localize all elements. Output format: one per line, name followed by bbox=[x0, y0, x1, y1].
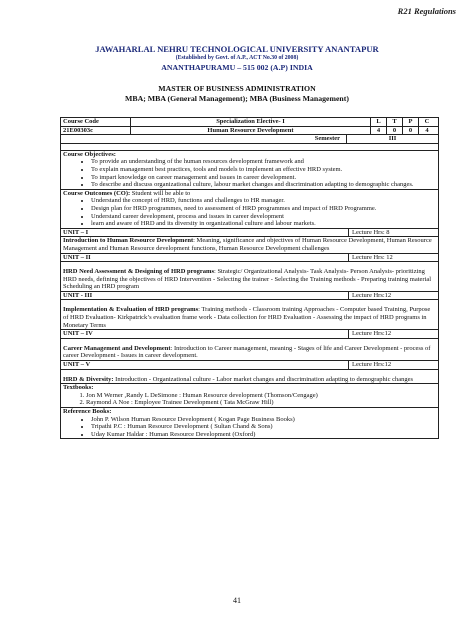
syllabus-table bbox=[60, 117, 439, 439]
outcome-item: • Understand the concept of HRD, functions and challenges to HR manager. bbox=[91, 197, 438, 205]
textbook-item: 2. Raymond A Noe : Employee Trainee Development ( Tata McGraw Hill) bbox=[86, 399, 438, 407]
unit-header-4 bbox=[61, 330, 438, 339]
references-heading: Reference Books: bbox=[63, 408, 112, 415]
ltpc-t-value: 0 bbox=[387, 127, 403, 135]
university-name: JAWAHARLAL NEHRU TECHNOLOGICAL UNIVERSITY ANANTAPUR bbox=[95, 44, 379, 54]
objectives-heading: Course Objectives: bbox=[63, 150, 116, 158]
ltpc-c-value: 4 bbox=[425, 126, 429, 134]
unit-title: Introduction to Human Resource Development bbox=[63, 237, 194, 245]
unit-header-1 bbox=[61, 229, 438, 238]
unit-hours: Lecture Hrs:12 bbox=[348, 361, 438, 369]
unit-body: : Training methods - Classroom training Approaches - Computer based Training, Purpose of HRD Evaluation- Kirkpatrick’s evaluation frame work - Data collection for HRD Evaluation - Assessing the impact of HRD programs in Monetary Terms bbox=[63, 306, 431, 329]
unit-label: UNIT – V bbox=[63, 361, 91, 369]
semester-row bbox=[61, 135, 438, 144]
unit-label: UNIT – II bbox=[63, 253, 91, 261]
unit-body: : Introduction to Career management, meaning - Stages of life and Career Development - process of career Development - Issues in career development. bbox=[63, 344, 431, 360]
course-code: 21E00303c bbox=[61, 127, 131, 135]
objective-item: • To explain management best practices, tools and models to implement an effective HRD system. bbox=[91, 166, 438, 174]
textbooks-section bbox=[61, 384, 438, 408]
objective-item: • To provide an understanding of the human resources development framework and bbox=[91, 158, 438, 166]
unit-header-3 bbox=[61, 292, 438, 301]
unit-body: : Strategic/ Organizational Analysis- Task Analysis- Person Analysis- prioritizing HRD needs, defining the objectives of HRD Intervention - Selecting the trainer - Selecting the Training methods - Preparing training material Scheduling an HRD program bbox=[63, 268, 432, 291]
outcome-item: • learn and aware of HRD and its diversity in organizational culture and labour markets. bbox=[91, 220, 438, 228]
course-title: Human Resource Development bbox=[131, 127, 371, 135]
outcomes-heading: Course Outcomes (CO): bbox=[63, 189, 131, 197]
semester-value: III bbox=[346, 135, 438, 143]
unit-title: Career Management and Development bbox=[63, 344, 171, 352]
reference-item: • Tripathi P.C : Human Resource Development ( Sultan Chand & Sons) bbox=[91, 423, 438, 431]
unit-title: HRD Need Assessment & Designing of HRD programs bbox=[63, 268, 215, 276]
unit-label: UNIT - III bbox=[63, 291, 93, 299]
reference-item: • John P. Wilson Human Resource Development ( Kogan Page Business Books) bbox=[91, 416, 438, 424]
objectives-section bbox=[61, 151, 438, 190]
course-elective: Specialization Elective- I bbox=[131, 118, 371, 126]
unit-content-5 bbox=[61, 370, 438, 385]
unit-hours: Lecture Hrs: 8 bbox=[348, 229, 438, 237]
spacer-row bbox=[61, 144, 438, 151]
ltpc-c-header: C bbox=[424, 118, 430, 125]
outcome-item: • Understand career development, process and issues in career development bbox=[91, 213, 438, 221]
unit-hours: Lecture Hrs: 12 bbox=[348, 254, 438, 262]
ltpc-t-header: T bbox=[387, 118, 403, 126]
references-section bbox=[61, 408, 438, 438]
ltpc-p-header: P bbox=[403, 118, 419, 126]
unit-content-3 bbox=[61, 300, 438, 330]
unit-title: Implementation & Evaluation of HRD programs bbox=[63, 306, 199, 314]
unit-label: UNIT – I bbox=[63, 228, 89, 236]
course-code-label: Course Code bbox=[61, 118, 131, 126]
objective-item: • To describe and discuss organizational culture, labour market changes and discrimination adapting to demographic changes. bbox=[91, 181, 438, 189]
unit-header-5 bbox=[61, 361, 438, 370]
program-subtitle: MBA; MBA (General Management); MBA (Business Management) bbox=[125, 94, 349, 103]
objective-item: • To impart knowledge on career management and issues in career development. bbox=[91, 174, 438, 182]
course-header-row bbox=[61, 118, 438, 127]
unit-title: HRD & Diversity: bbox=[63, 375, 114, 383]
outcomes-lead: Student will be able to bbox=[130, 189, 191, 197]
unit-header-2 bbox=[61, 254, 438, 263]
page-number: 41 bbox=[233, 596, 241, 605]
establishment-note: (Established by Govt. of A.P., ACT No.30 of 2008) bbox=[175, 55, 299, 61]
semester-label: Semester bbox=[314, 135, 340, 143]
outcomes-section bbox=[61, 190, 438, 229]
ltpc-l-header: L bbox=[371, 118, 387, 126]
unit-body: : Meaning, significance and objectives of Human Resource Development, Human Resource Management and Human Resource development functions, Human Resource Development challenges bbox=[63, 237, 432, 252]
outcome-item: • Design plan for HRD programmes, need to assessment of HRD programmes and impact of HRD Programme. bbox=[91, 205, 438, 213]
unit-hours: Lecture Hrs:12 bbox=[348, 330, 438, 338]
unit-content-4 bbox=[61, 339, 438, 361]
ltpc-p-value: 0 bbox=[403, 127, 419, 135]
regulation-label: R21 Regulations bbox=[397, 6, 456, 16]
unit-hours: Lecture Hrs:12 bbox=[348, 292, 438, 300]
ltpc-l-value: 4 bbox=[371, 127, 387, 135]
textbook-item: 1. Jon M Werner ,Randy L DeSimone : Human Resource development (Thomson/Cengage) bbox=[86, 392, 438, 400]
course-values-row bbox=[61, 127, 438, 136]
unit-body: Introduction - Organizational culture - Labor market changes and discrimination adapting to demographic changes bbox=[113, 375, 414, 383]
unit-label: UNIT – IV bbox=[63, 330, 93, 338]
university-city: ANANTHAPURAMU – 515 002 (A.P) INDIA bbox=[161, 63, 313, 72]
reference-item: • Uday Kumar Haldar : Human Resource Development (Oxford) bbox=[91, 431, 438, 439]
textbooks-heading: Textbooks: bbox=[63, 384, 94, 392]
unit-content-1 bbox=[61, 237, 438, 253]
unit-content-2 bbox=[61, 262, 438, 292]
program-title: MASTER OF BUSINESS ADMINISTRATION bbox=[158, 84, 316, 93]
